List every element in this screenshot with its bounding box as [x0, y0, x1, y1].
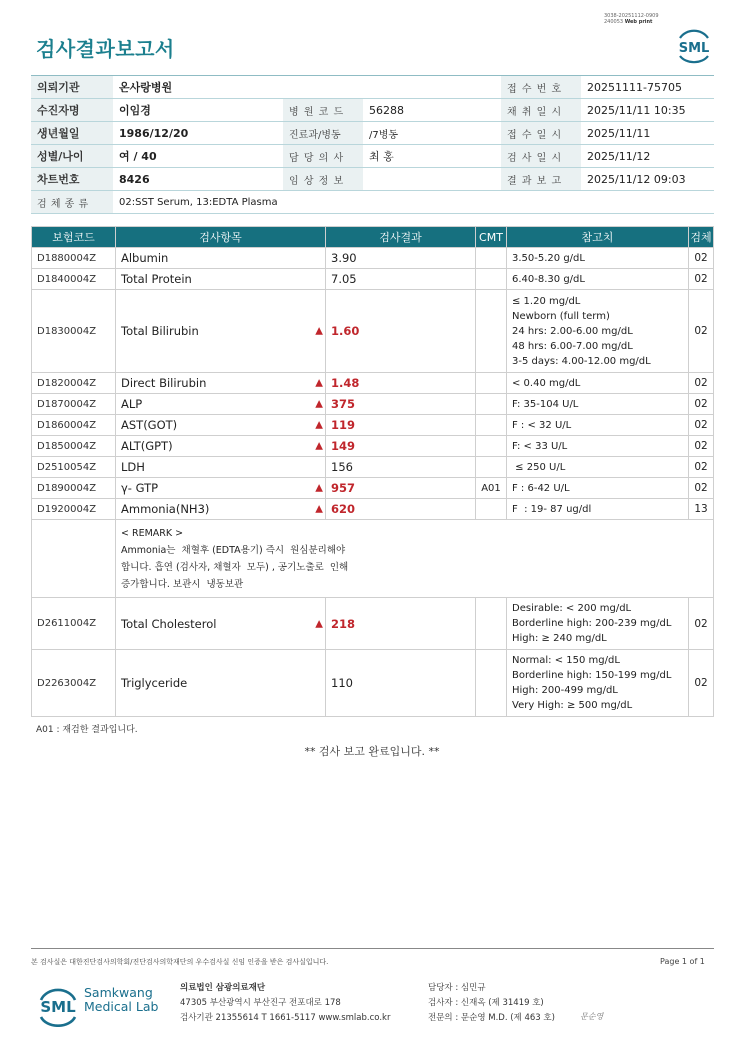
cell-result: 119 — [326, 415, 476, 436]
clinical-value — [363, 168, 501, 191]
ref-line: Very High: ≥ 500 mg/dL — [512, 700, 633, 711]
brand-line2: Medical Lab — [84, 999, 159, 1014]
lab-info — [180, 981, 390, 1026]
cell-result: 156 — [326, 457, 476, 478]
results-table — [31, 226, 714, 717]
chart-label: 차트번호 — [31, 168, 113, 191]
print-code — [604, 13, 659, 25]
remark-line: 합니다. 흡연 (검사자, 채혈자 모두) , 공기노출로 인해 — [121, 561, 349, 573]
ref-line: 3.50-5.20 g/dL — [512, 252, 585, 264]
ref-line: High: ≥ 240 mg/dL — [512, 633, 607, 644]
cell-code: D2510054Z — [32, 457, 116, 478]
table-row — [32, 457, 714, 478]
high-flag-icon: ▲ — [315, 398, 323, 410]
cell-result: 110 — [326, 650, 476, 717]
table-row — [32, 373, 714, 394]
dob-value: 1986/12/20 — [113, 122, 283, 145]
cell-result: 375 — [326, 394, 476, 415]
cell-specimen: 02 — [689, 436, 714, 457]
cell-cmt — [476, 269, 507, 290]
receipt-date-value: 2025/11/11 — [581, 122, 714, 145]
ref-line: F : 6-42 U/L — [512, 482, 570, 494]
cell-result: 149 — [326, 436, 476, 457]
table-row — [32, 436, 714, 457]
cmt-note: A01 : 재검한 결과입니다. — [36, 725, 138, 735]
cell-result: 218 — [326, 598, 476, 650]
high-flag-icon: ▲ — [315, 482, 323, 494]
staff-tester: 검사자 : 신재옥 (제 31419 호) — [428, 998, 544, 1008]
logo-top-text: SML — [678, 41, 710, 56]
collect-value: 2025/11/11 10:35 — [581, 99, 714, 122]
dob-label: 생년월일 — [31, 122, 113, 145]
cell-specimen: 02 — [689, 394, 714, 415]
cell-code: D1920004Z — [32, 499, 116, 520]
cell-result: 7.05 — [326, 269, 476, 290]
high-flag-icon: ▲ — [315, 440, 323, 452]
cell-item — [116, 269, 326, 290]
cell-cmt: A01 — [476, 478, 507, 499]
table-row — [32, 290, 714, 373]
cell-ref — [507, 478, 689, 499]
remark-empty-cell — [32, 520, 116, 598]
table-row — [32, 269, 714, 290]
print-code-line1: 3038-20251112-0909 — [604, 13, 659, 19]
ref-line: F: < 33 U/L — [512, 440, 568, 452]
header-cmt: CMT — [476, 227, 507, 248]
cell-ref — [507, 598, 689, 650]
high-flag-icon: ▲ — [315, 503, 323, 515]
header-ref: 참고치 — [507, 227, 689, 248]
cell-cmt — [476, 373, 507, 394]
results-header-row — [32, 227, 714, 248]
sexage-value: 여 / 40 — [113, 145, 283, 168]
ref-line: Normal: < 150 mg/dL — [512, 655, 620, 666]
print-code-line2: 240053 — [604, 19, 624, 25]
lab-address: 47305 부산광역시 부산진구 전포대로 178 — [180, 998, 341, 1008]
cell-cmt — [476, 290, 507, 373]
clinical-label: 임 상 정 보 — [283, 168, 363, 191]
hospcode-label: 병 원 코 드 — [283, 99, 363, 122]
patient-info-table — [31, 75, 714, 214]
name-value: 이임경 — [113, 99, 283, 122]
cell-code: D1850004Z — [32, 436, 116, 457]
cell-result: 957 — [326, 478, 476, 499]
cell-cmt — [476, 394, 507, 415]
specimen-label: 검 체 종 류 — [31, 191, 113, 214]
cell-cmt — [476, 499, 507, 520]
ref-line: 6.40-8.30 g/dL — [512, 273, 585, 285]
print-type: Web print — [624, 19, 653, 25]
table-row — [32, 478, 714, 499]
cell-code: D1890004Z — [32, 478, 116, 499]
sexage-label: 성별/나이 — [31, 145, 113, 168]
cell-ref — [507, 373, 689, 394]
doctor-label: 담 당 의 사 — [283, 145, 363, 168]
report-label: 결 과 보 고 — [501, 168, 581, 191]
cell-item — [116, 457, 326, 478]
cell-ref — [507, 457, 689, 478]
ref-line: ≤ 1.20 mg/dL — [512, 295, 581, 307]
table-row — [32, 499, 714, 520]
cell-specimen: 02 — [689, 290, 714, 373]
brand-line1: Samkwang — [84, 985, 153, 1000]
item-name: LDH — [121, 460, 145, 474]
cell-specimen: 02 — [689, 478, 714, 499]
certification-text: 본 검사실은 대한진단검사의학회/진단검사의학재단의 우수검사실 신임 인증을 받은 검사실입니다. — [31, 958, 329, 966]
item-name: γ- GTP — [121, 481, 159, 495]
specimen-value: 02:SST Serum, 13:EDTA Plasma — [113, 191, 714, 214]
cell-item — [116, 499, 326, 520]
cell-item — [116, 248, 326, 269]
cell-ref — [507, 499, 689, 520]
cell-specimen: 13 — [689, 499, 714, 520]
cell-cmt — [476, 415, 507, 436]
client-label: 의뢰기관 — [31, 76, 113, 99]
cell-ref — [507, 248, 689, 269]
report-value: 2025/11/12 09:03 — [581, 168, 714, 191]
hospcode-value: 56288 — [363, 99, 501, 122]
ref-line: Desirable: < 200 mg/dL — [512, 603, 632, 614]
item-name: Triglyceride — [121, 676, 188, 690]
staff-specialist: 전문의 : 문순영 M.D. (제 463 호) — [428, 1013, 555, 1023]
ref-line: F : < 32 U/L — [512, 419, 572, 431]
cell-specimen: 02 — [689, 598, 714, 650]
cell-specimen: 02 — [689, 373, 714, 394]
cell-code: D2611004Z — [32, 598, 116, 650]
item-name: ALP — [121, 397, 143, 411]
cell-result: 1.60 — [326, 290, 476, 373]
receipt-date-label: 접 수 일 시 — [501, 122, 581, 145]
signature: 문순영 — [580, 1012, 604, 1021]
cell-code: D1820004Z — [32, 373, 116, 394]
item-name: AST(GOT) — [121, 418, 178, 432]
table-row — [32, 415, 714, 436]
ref-line: F : 19- 87 ug/dl — [512, 503, 592, 515]
report-complete-message: ** 검사 보고 완료입니다. ** — [304, 745, 440, 758]
ref-line: ≤ 250 U/L — [512, 461, 566, 473]
high-flag-icon: ▲ — [315, 419, 323, 431]
ref-line: 3-5 days: 4.00-12.00 mg/dL — [512, 355, 651, 367]
table-row — [32, 650, 714, 717]
cell-item — [116, 598, 326, 650]
cell-code: D1870004Z — [32, 394, 116, 415]
item-name: Ammonia(NH3) — [121, 502, 210, 516]
cell-specimen: 02 — [689, 457, 714, 478]
footer-divider — [31, 948, 714, 949]
item-name: Total Bilirubin — [121, 324, 199, 338]
cell-cmt — [476, 457, 507, 478]
cell-item — [116, 394, 326, 415]
ref-line: High: 200-499 mg/dL — [512, 685, 618, 696]
page-number: Page 1 of 1 — [660, 957, 705, 966]
cell-ref — [507, 290, 689, 373]
table-row — [32, 598, 714, 650]
cell-cmt — [476, 248, 507, 269]
ref-line: Borderline high: 200-239 mg/dL — [512, 618, 672, 629]
header-item: 검사항목 — [116, 227, 326, 248]
high-flag-icon: ▲ — [315, 325, 323, 337]
test-date-value: 2025/11/12 — [581, 145, 714, 168]
table-row — [32, 248, 714, 269]
test-date-label: 검 사 일 시 — [501, 145, 581, 168]
remark-line: 증가합니다. 보관시 냉동보관 — [121, 578, 244, 590]
receipt-no-value: 20251111-75705 — [581, 76, 714, 99]
header-result: 검사결과 — [326, 227, 476, 248]
cell-ref — [507, 269, 689, 290]
cell-specimen: 02 — [689, 248, 714, 269]
dept-value: /7병동 — [363, 122, 501, 145]
cell-item — [116, 478, 326, 499]
cell-result: 3.90 — [326, 248, 476, 269]
header-code: 보험코드 — [32, 227, 116, 248]
collect-label: 채 취 일 시 — [501, 99, 581, 122]
cell-ref — [507, 436, 689, 457]
cell-item — [116, 415, 326, 436]
sml-logo-icon — [674, 22, 714, 64]
page-title: 검사결과보고서 — [36, 37, 175, 61]
item-name: Total Protein — [121, 272, 192, 286]
receipt-no-label: 접 수 번 호 — [501, 76, 581, 99]
cell-specimen: 02 — [689, 650, 714, 717]
sml-footer-logo-icon — [36, 983, 80, 1027]
ref-line: Borderline high: 150-199 mg/dL — [512, 670, 672, 681]
sml-brand-name — [84, 986, 158, 1014]
ref-line: < 0.40 mg/dL — [512, 377, 581, 389]
cell-code: D1860004Z — [32, 415, 116, 436]
dept-label: 진료과/병동 — [283, 122, 363, 145]
staff-manager: 담당자 : 심민규 — [428, 983, 486, 993]
high-flag-icon: ▲ — [315, 377, 323, 389]
cell-cmt — [476, 598, 507, 650]
cell-code: D1840004Z — [32, 269, 116, 290]
remark-row — [32, 520, 714, 598]
cell-result: 1.48 — [326, 373, 476, 394]
header-specimen: 검체 — [689, 227, 714, 248]
logo-bottom-text: SML — [40, 998, 76, 1016]
cell-item — [116, 436, 326, 457]
item-name: Albumin — [121, 251, 169, 265]
item-name: Direct Bilirubin — [121, 376, 207, 390]
results-body — [32, 248, 714, 717]
staff-info — [428, 981, 555, 1026]
ref-line: Newborn (full term) — [512, 310, 610, 322]
cell-cmt — [476, 650, 507, 717]
item-name: ALT(GPT) — [121, 439, 173, 453]
cell-ref — [507, 394, 689, 415]
table-row — [32, 394, 714, 415]
cell-item — [116, 650, 326, 717]
chart-value: 8426 — [113, 168, 283, 191]
cell-ref — [507, 415, 689, 436]
cell-item — [116, 290, 326, 373]
remark-line: < REMARK > — [121, 527, 184, 539]
ref-line: 24 hrs: 2.00-6.00 mg/dL — [512, 325, 633, 337]
name-label: 수진자명 — [31, 99, 113, 122]
cell-cmt — [476, 436, 507, 457]
lab-name: 의료법인 삼광의료재단 — [180, 983, 266, 993]
cell-ref — [507, 650, 689, 717]
ref-line: F: 35-104 U/L — [512, 398, 579, 410]
cell-item — [116, 373, 326, 394]
lab-contact: 검사기관 21355614 T 1661-5117 www.smlab.co.kr — [180, 1013, 391, 1023]
cell-code: D2263004Z — [32, 650, 116, 717]
cell-specimen: 02 — [689, 415, 714, 436]
client-value: 온사랑병원 — [113, 76, 501, 99]
ref-line: 48 hrs: 6.00-7.00 mg/dL — [512, 340, 633, 352]
cell-code: D1880004Z — [32, 248, 116, 269]
remark-cell — [116, 520, 714, 598]
cell-specimen: 02 — [689, 269, 714, 290]
item-name: Total Cholesterol — [121, 616, 217, 631]
high-flag-icon: ▲ — [315, 618, 323, 629]
cell-result: 620 — [326, 499, 476, 520]
cell-code: D1830004Z — [32, 290, 116, 373]
remark-line: Ammonia는 채혈후 (EDTA용기) 즉시 원심분리해야 — [121, 544, 346, 556]
doctor-value: 최 홍 — [363, 145, 501, 168]
